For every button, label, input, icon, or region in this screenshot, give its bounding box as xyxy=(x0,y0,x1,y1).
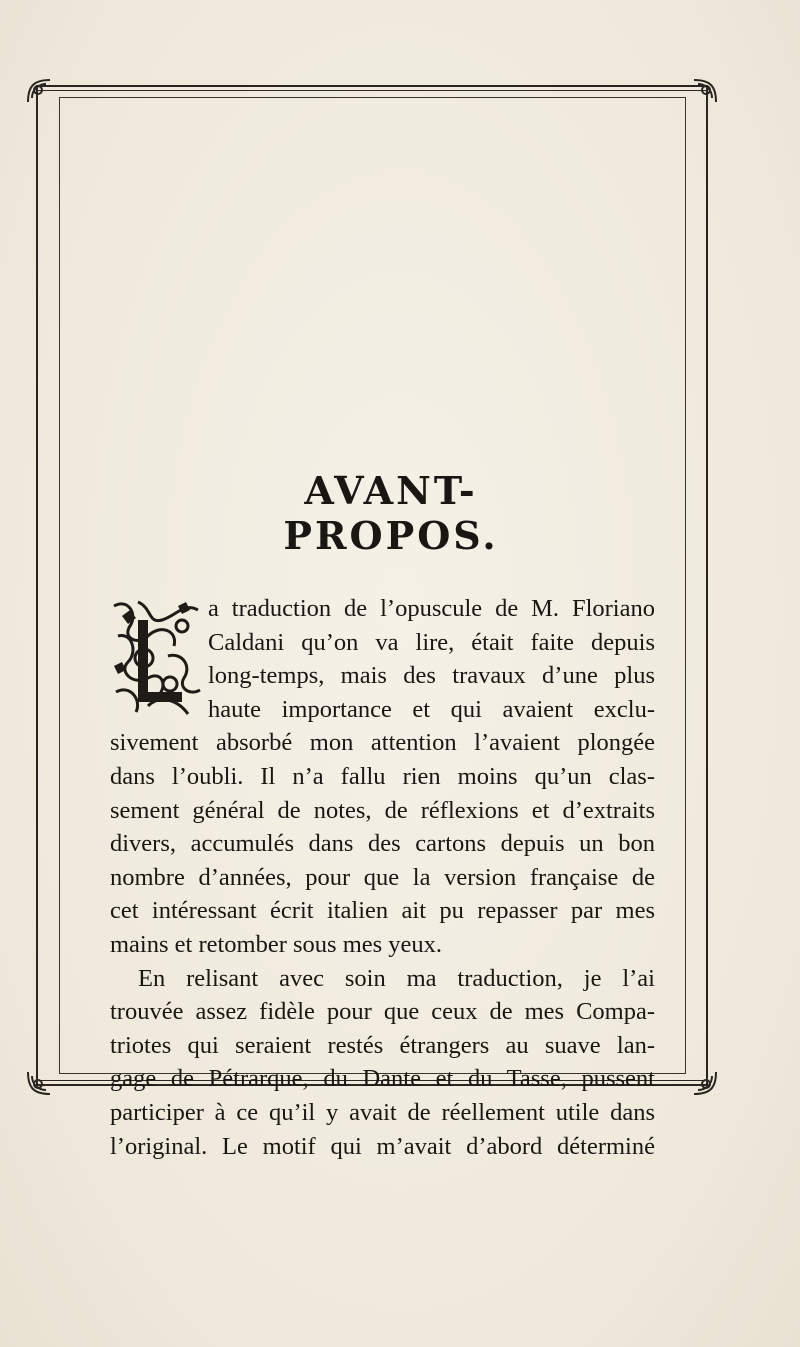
text-line: long-temps, mais des travaux d’une plus xyxy=(208,662,655,690)
text-line: Caldani qu’on va lire, était faite depuis xyxy=(208,628,655,656)
text-line: En relisant avec soin ma traduction, je l’ai xyxy=(138,964,655,992)
ornament-corner-icon xyxy=(690,76,720,106)
text-line: a traduction de l’opuscule de M. Floriano xyxy=(208,595,655,622)
body-text xyxy=(110,592,655,1163)
text-line: gage de Pétrarque, du Dante et du Tasse, pussent xyxy=(110,1065,655,1093)
top-rule xyxy=(36,90,708,91)
text-line: sement général de notes, de réflexions et d’extraits xyxy=(110,796,655,824)
text-line: cet intéressant écrit italien ait pu repasser par mes xyxy=(110,897,655,925)
text-line: mains et retomber sous mes yeux. xyxy=(110,930,443,958)
text-line: nombre d’années, pour que la version française de xyxy=(110,863,655,891)
text-line: dans l’oubli. Il n’a fallu rien moins qu’un clas- xyxy=(110,762,655,790)
text-line: haute importance et qui avaient exclu- xyxy=(208,695,655,723)
text-line: divers, accumulés dans des cartons depuis un bon xyxy=(110,830,655,858)
ornament-corner-icon xyxy=(24,1068,54,1098)
text-line: l’original. Le motif qui m’avait d’abord déterminé xyxy=(110,1132,655,1160)
text-line: trouvée assez fidèle pour que ceux de mes Compa- xyxy=(110,998,655,1026)
page-title: AVANT-PROPOS. xyxy=(283,468,499,558)
text-line: participer à ce qu’il y avait de réellement utile dans xyxy=(110,1098,655,1126)
ornament-corner-icon xyxy=(690,1068,720,1098)
text-line: sivement absorbé mon attention l’avaient plongée xyxy=(110,729,655,757)
ornament-corner-icon xyxy=(24,76,54,106)
text-line: triotes qui seraient restés étrangers au suave lan- xyxy=(110,1031,655,1059)
